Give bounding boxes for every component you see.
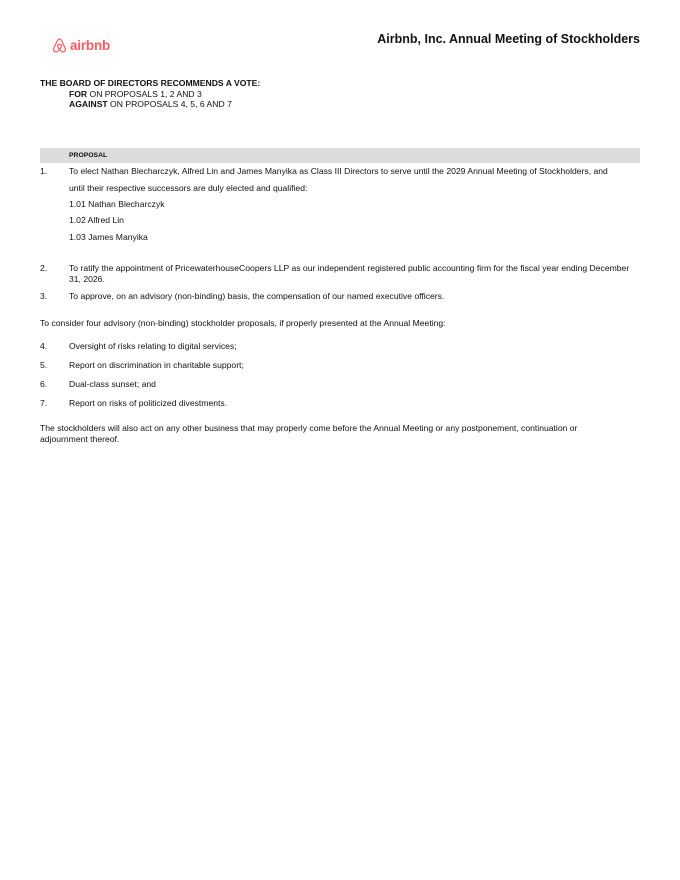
proposal-number: 1. bbox=[40, 166, 48, 176]
proposal-text: To approve, on an advisory (non-binding) basis, the compensation of our named executive officers. bbox=[69, 291, 445, 301]
proposal-number: 6. bbox=[40, 379, 48, 389]
proposal-number: 4. bbox=[40, 341, 48, 351]
proposal-text: To elect Nathan Blecharczyk, Alfred Lin and James Manyika as Class III Directors to serve until the 2029 Annual Meeting of Stockholders, and bbox=[69, 166, 608, 176]
proposal-text-continued: until their respective successors are duly elected and qualified: bbox=[69, 183, 308, 193]
proposal-header-label: PROPOSAL bbox=[69, 152, 108, 159]
against-text: ON PROPOSALS 4, 5, 6 AND 7 bbox=[107, 99, 232, 109]
page-header bbox=[0, 0, 680, 70]
proposal-number: 5. bbox=[40, 360, 48, 370]
proposal-text: Report on discrimination in charitable support; bbox=[69, 360, 244, 370]
proposal-2 bbox=[40, 263, 640, 284]
proposal-number: 7. bbox=[40, 398, 48, 408]
recommendation-title: THE BOARD OF DIRECTORS RECOMMENDS A VOTE: bbox=[40, 78, 261, 88]
proposal-text: Oversight of risks relating to digital services; bbox=[69, 341, 237, 351]
proposal-number: 2. bbox=[40, 263, 48, 273]
for-label: FOR bbox=[69, 88, 88, 99]
proposal-7 bbox=[40, 398, 640, 409]
nominee-2: 1.02 Alfred Lin bbox=[69, 215, 124, 225]
board-recommendation bbox=[40, 78, 260, 110]
proposal-text: Dual-class sunset; and bbox=[69, 379, 156, 389]
recommendation-for bbox=[40, 89, 260, 100]
document-title: Airbnb, Inc. Annual Meeting of Stockholders bbox=[377, 32, 640, 46]
proposal-4 bbox=[40, 341, 640, 352]
proposal-header-bar bbox=[40, 148, 640, 163]
nominee-1: 1.01 Nathan Blecharczyk bbox=[69, 199, 165, 209]
airbnb-logo bbox=[52, 37, 110, 54]
proposal-number: 3. bbox=[40, 291, 48, 301]
proposal-text: To ratify the appointment of PricewaterhouseCoopers LLP as our independent registered public accounting firm for the fiscal year ending December 31, 2026. bbox=[69, 263, 630, 284]
nominee-3: 1.03 James Manyika bbox=[69, 232, 148, 242]
proposal-3 bbox=[40, 291, 640, 302]
closing-statement: The stockholders will also act on any other business that may properly come before the Annual Meeting or any postponement, continuation or adjournment thereof. bbox=[40, 423, 578, 444]
proposal-6 bbox=[40, 379, 640, 390]
proposal-1 bbox=[40, 166, 640, 177]
proposal-text: Report on risks of politicized divestments. bbox=[69, 398, 228, 408]
against-label: AGAINST bbox=[69, 99, 108, 109]
proposal-5 bbox=[40, 360, 640, 371]
logo-wordmark: airbnb bbox=[70, 38, 111, 53]
recommendation-against bbox=[40, 99, 260, 110]
airbnb-belo-icon bbox=[52, 37, 67, 54]
stockholder-proposals-intro: To consider four advisory (non-binding) stockholder proposals, if properly presented at the Annual Meeting: bbox=[40, 318, 446, 328]
proposal-1-continued bbox=[40, 183, 640, 194]
for-text: ON PROPOSALS 1, 2 AND 3 bbox=[87, 88, 202, 99]
